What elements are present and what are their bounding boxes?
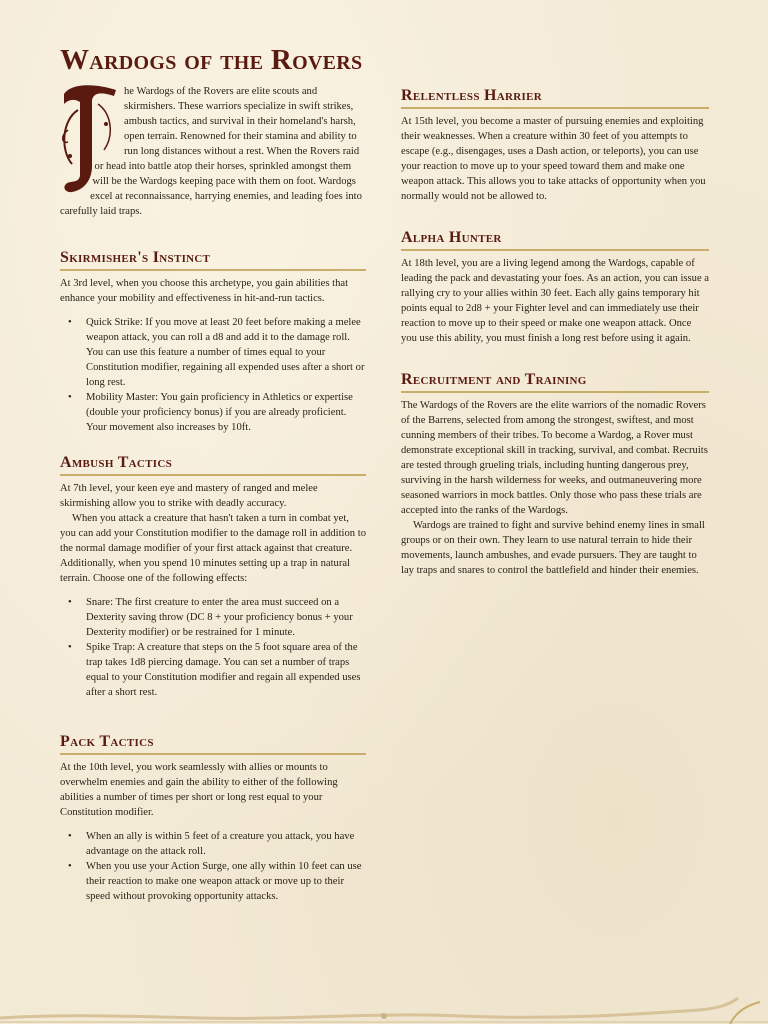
- intro-section: [60, 84, 366, 219]
- relentless-section: [401, 87, 709, 204]
- pack-list: [60, 829, 366, 904]
- heading-pack-tactics: Pack Tactics: [60, 733, 366, 755]
- recruitment-paragraph-1: The Wardogs of the Rovers are the elite warriors of the nomadic Rovers of the Barrens, selected from among the strongest, swiftest, and most cunning members of their tribes. To become a Wardog, a Rover must demonstrate exceptional skill in tracking, survival, and combat. Recruits are tested through grueling trials, including hunting dangerous prey, surviving in the harsh wilderness for weeks, and outmaneuvering more seasoned warriors in mock battles. Only those who pass these trials are accepted into the ranks of the Wardogs.: [401, 400, 708, 516]
- heading-relentless-harrier: Relentless Harrier: [401, 87, 709, 109]
- heading-ambush-tactics: Ambush Tactics: [60, 454, 366, 476]
- alpha-paragraph: At 18th level, you are a living legend among the Wardogs, capable of leading the pack and devastating your foes. As an action, you can issue a rallying cry to your allies within 30 feet. Each ally gains temporary hit points equal to 2d8 + your Fighter level and can immediately use their reaction to move up to their speed or make one weapon attack. Once you use this ability, you must finish a long rest before using it again.: [401, 258, 710, 344]
- ambush-list: [60, 595, 366, 700]
- list-item: • Mobility Master: You gain proficiency in Athletics or expertise (double your proficiency bonus) if you are already proficient. Your movement also increases by 10ft.: [86, 390, 366, 435]
- intro-text: he Wardogs of the Rovers are elite scouts and skirmishers. These warriors specialize in swift strikes, ambush tactics, and survival in their homeland's harsh, open terrain. Renowned for their stamina and ability to run long distances without a rest. When the Rovers raid or head into battle atop their horses, sprinkled amongst them will be the Wardogs keeping pace with them on foot. Wardogs excel at reconnaissance, harrying enemies, and leading foes into carefully laid traps.: [60, 86, 362, 217]
- skirmisher-paragraph: At 3rd level, when you choose this archetype, you gain abilities that enhance your mobility and effectiveness in hit-and-run tactics.: [60, 278, 349, 304]
- ambush-paragraph-1: At 7th level, your keen eye and mastery of ranged and melee skirmishing allow you to strike with deadly accuracy.: [60, 483, 318, 509]
- heading-skirmishers-instinct: Skirmisher's Instinct: [60, 249, 366, 271]
- skirmisher-section: [60, 249, 366, 435]
- pack-paragraph: At the 10th level, you work seamlessly with allies or mounts to overwhelm enemies and gain the ability to either of the following abilities a number of times per short or long rest equal to your Constitution modifier.: [60, 762, 338, 818]
- pack-section: [60, 733, 366, 904]
- alpha-section: [401, 229, 709, 346]
- list-item: • Spike Trap: A creature that steps on the 5 foot square area of the trap takes 1d8 piercing damage. You can set a number of traps equal to your Constitution modifier and regain all expended uses after a short rest.: [86, 640, 366, 700]
- skirmisher-list: [60, 315, 366, 435]
- list-item: • Quick Strike: If you move at least 20 feet before making a melee weapon attack, you can roll a d8 and add it to the damage roll. You can use this feature a number of times equal to your Constitution modifier, regaining all expended uses after a short or long rest.: [86, 315, 366, 390]
- page-border-ornament: [0, 994, 768, 1024]
- heading-recruitment-and-training: Recruitment and Training: [401, 371, 709, 393]
- recruitment-paragraph-2: Wardogs are trained to fight and survive behind enemy lines in small groups or on their own. They learn to use natural terrain to hide their movements, launch ambushes, and evade pursuers. They are taught to lay traps and snares to control the battlefield and hinder their enemies.: [401, 520, 705, 576]
- heading-alpha-hunter: Alpha Hunter: [401, 229, 709, 251]
- page-title: Wardogs of the Rovers: [60, 44, 363, 76]
- list-item: • When you use your Action Surge, one ally within 10 feet can use their reaction to make one weapon attack or move up to their speed without provoking opportunity attacks.: [86, 859, 366, 904]
- relentless-paragraph: At 15th level, you become a master of pursuing enemies and exploiting their weaknesses. When a creature within 30 feet of you attempts to escape (e.g., disengages, uses a Dash action, or teleports), you can use your reaction to move up to your speed toward them and make one weapon attack. This allows you to take attacks of opportunity when you normally would not be allowed to.: [401, 116, 706, 202]
- ambush-section: [60, 454, 366, 700]
- list-item: • Snare: The first creature to enter the area must succeed on a Dexterity saving throw (DC 8 + your proficiency bonus + your Dexterity modifier) or be restrained for 1 minute.: [86, 595, 366, 640]
- list-item: • When an ally is within 5 feet of a creature you attack, you have advantage on the attack roll.: [86, 829, 366, 859]
- recruitment-section: [401, 371, 709, 578]
- ambush-paragraph-2: When you attack a creature that hasn't taken a turn in combat yet, you can add your Constitution modifier to the damage roll in addition to the normal damage modifier of your first attack against that creature. Additionally, when you spend 10 minutes setting up a trap in natural terrain. Choose one of the following effects:: [60, 513, 366, 584]
